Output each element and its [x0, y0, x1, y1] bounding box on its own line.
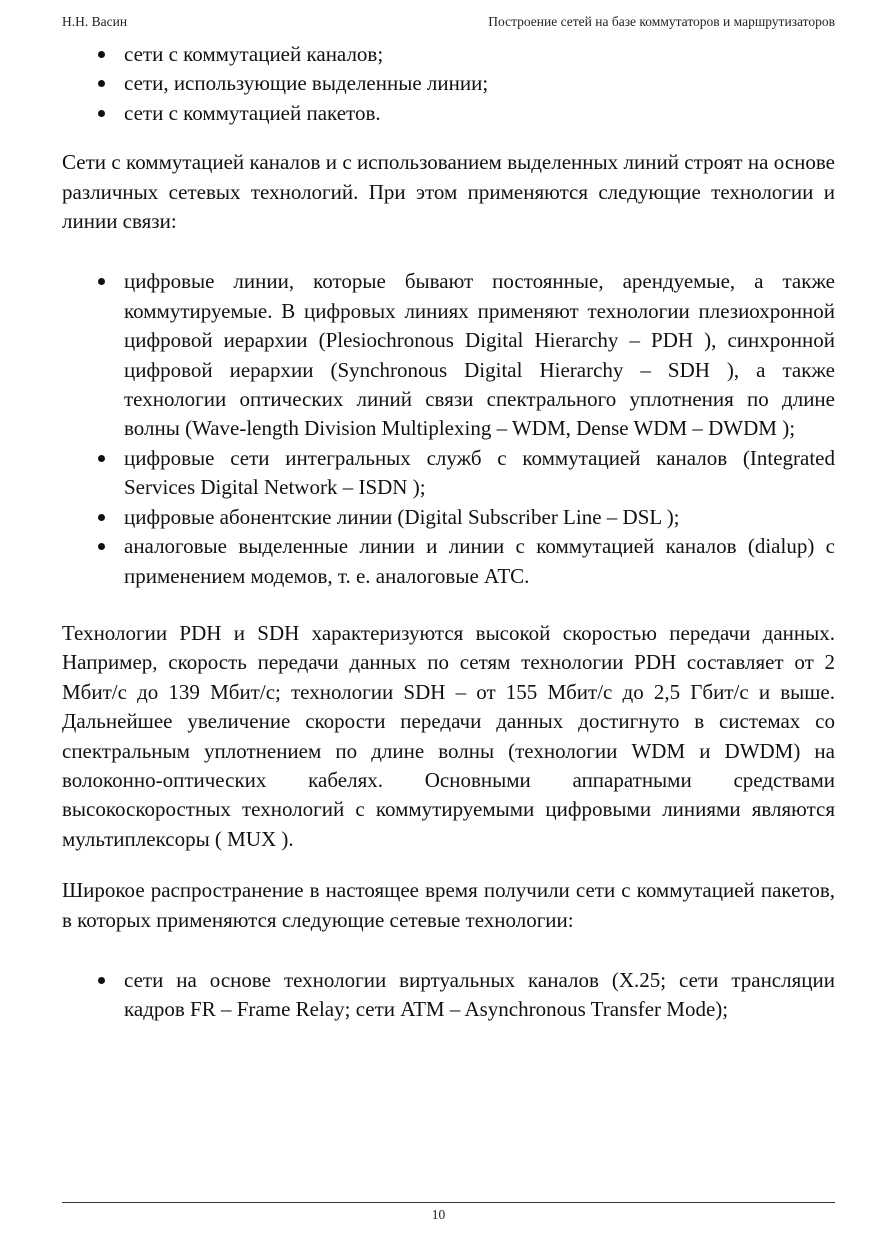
technologies-list: [62, 267, 835, 590]
header-title: Построение сетей на базе коммутаторов и маршрутизаторов: [488, 14, 835, 29]
list-item: сети с коммутацией каналов;: [62, 40, 835, 69]
list-item: сети, использующие выделенные линии;: [62, 69, 835, 98]
list-item: цифровые абонентские линии (Digital Subscriber Line – DSL );: [62, 503, 835, 532]
list-item: сети с коммутацией пакетов.: [62, 99, 835, 128]
list-item: цифровые линии, которые бывают постоянные, арендуемые, а также коммутируемые. В цифровых линиях применяют технологии плезиохронной цифровой иерархии (Plesiochronous Digital Hierarchy – PDH ), синхронной цифровой иерархии (Synchronous Digital Hierarchy – SDH ), а также технологии оптических линий связи спектрального уплотнения по длине волны (Wave-length Division Multiplexing – WDM, Dense WDM – DWDM );: [62, 267, 835, 443]
list-item: цифровые сети интегральных служб с коммутацией каналов (Integrated Services Digital Network – ISDN );: [62, 444, 835, 503]
network-types-list: [62, 40, 835, 128]
list-item: сети на основе технологии виртуальных каналов (X.25; сети трансляции кадров FR – Frame Relay; сети ATM – Asynchronous Transfer Mode);: [62, 966, 835, 1025]
packet-technologies-list: [62, 966, 835, 1025]
list-item: аналоговые выделенные линии и линии с коммутацией каналов (dialup) с применением модемов, т. е. аналоговые АТС.: [62, 532, 835, 591]
paragraph-packet-switching: Широкое распространение в настоящее время получили сети с коммутацией пакетов, в которых применяются следующие сетевые технологии:: [62, 878, 835, 932]
paragraph-pdh-sdh: Технологии PDH и SDH характеризуются высокой скоростью передачи данных. Например, скорость передачи данных по сетям технологии PDH составляет от 2 Мбит/с до 139 Мбит/с; технологии SDH – от 155 Мбит/с до 2,5 Гбит/с и выше. Дальнейшее увеличение скорости передачи данных достигнуто в системах со спектральным уплотнением по длине волны (технологии WDM и DWDM) на волоконно-оптических кабелях. Основными аппаратными средствами высокоскоростных технологий с коммутируемыми цифровыми линиями являются мультиплексоры ( MUX ).: [62, 620, 835, 851]
footer-divider: [62, 1202, 835, 1203]
header-author: Н.Н. Васин: [62, 14, 128, 29]
paragraph-circuit-switching: Сети с коммутацией каналов и с использованием выделенных линий строят на основе различных сетевых технологий. При этом применяются следующие технологии и линии связи:: [62, 150, 835, 234]
page-number: 10: [431, 1207, 446, 1222]
page-content: [62, 40, 835, 1025]
